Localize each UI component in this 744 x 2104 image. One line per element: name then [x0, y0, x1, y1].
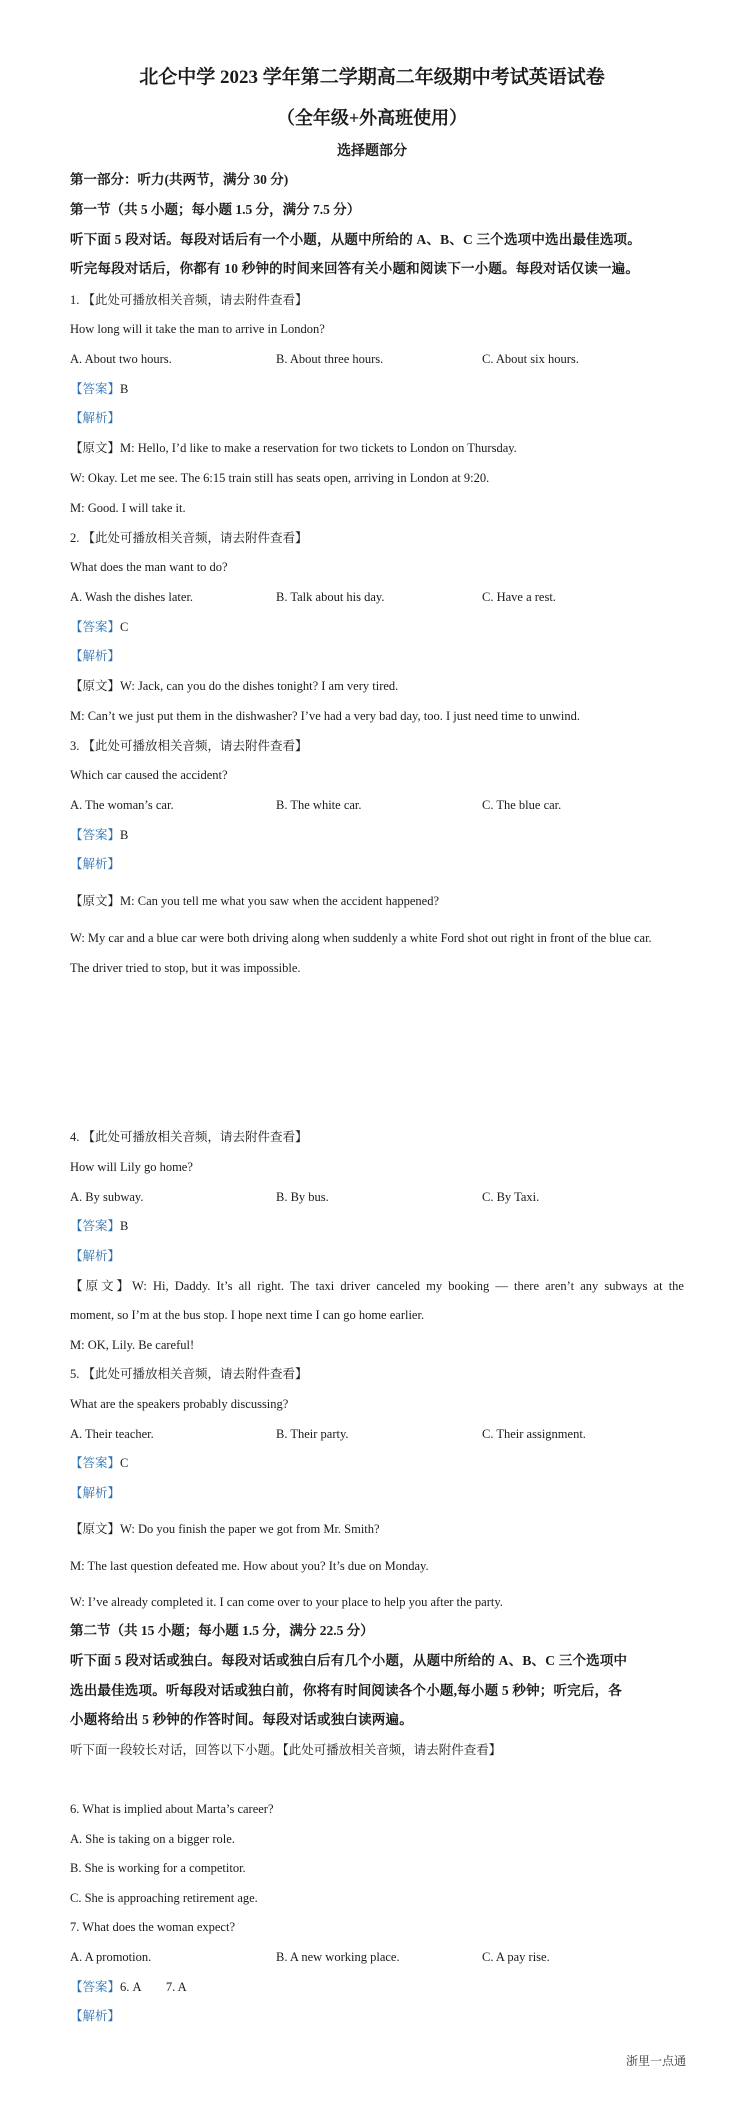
answer-value: C [120, 1456, 129, 1470]
section1-instruction-line1: 听下面 5 段对话。每段对话后有一个小题，从题中所给的 A、B、C 三个选项中选出最佳选项。 [70, 232, 641, 247]
q3-transcript-line1 [70, 893, 439, 909]
q7-option-c: C. A pay rise. [482, 1950, 550, 1964]
q6-option-c: C. She is approaching retirement age. [70, 1891, 258, 1905]
answer-tag: 【答案】 [70, 382, 121, 396]
q4-option-b: B. By bus. [276, 1190, 329, 1204]
section2-instruction-line3: 小题将给出 5 秒钟的作答时间。每段对话或独白读两遍。 [70, 1712, 413, 1727]
q4-transcript-line1 [70, 1278, 684, 1294]
page-title: 北仑中学 2023 学年第二学期高二年级期中考试英语试卷 [139, 67, 605, 88]
q6-q7-answer [70, 1979, 187, 1995]
q1-option-b: B. About three hours. [276, 352, 384, 366]
q5-transcript-line3: W: I’ve already completed it. I can come over to your place to help you after the party. [70, 1595, 503, 1609]
q6-question: 6. What is implied about Marta’s career? [70, 1802, 274, 1816]
q4-analysis-tag: 【解析】 [70, 1249, 121, 1263]
q5-transcript-line1 [70, 1521, 380, 1537]
transcript-text: M: Hello, I’d like to make a reservation for two tickets to London on Thursday. [120, 441, 517, 455]
answer-tag: 【答案】 [70, 828, 121, 842]
transcript-text: M: Can you tell me what you saw when the accident happened? [120, 894, 440, 908]
q2-question: What does the man want to do? [70, 560, 228, 574]
q5-answer [70, 1455, 128, 1471]
q5-question: What are the speakers probably discussing? [70, 1397, 289, 1411]
transcript-text: W: Hi, Daddy. It’s all right. The taxi driver canceled my booking — there aren’t any subways at the [132, 1279, 684, 1293]
transcript-text: W: Jack, can you do the dishes tonight? I am very tired. [120, 679, 399, 693]
q1-option-a: A. About two hours. [70, 352, 172, 366]
q2-option-c: C. Have a rest. [482, 590, 556, 604]
q5-transcript-line2: M: The last question defeated me. How about you? It’s due on Monday. [70, 1559, 429, 1573]
page-subtitle: （全年级+外高班使用） [276, 108, 468, 128]
q6-option-b: B. She is working for a competitor. [70, 1861, 246, 1875]
q1-answer [70, 381, 128, 397]
part1-heading: 第一部分：听力(共两节，满分 30 分) [70, 172, 289, 187]
section-label: 选择题部分 [337, 144, 407, 159]
q7-option-b: B. A new working place. [276, 1950, 400, 1964]
q5-option-a: A. Their teacher. [70, 1427, 154, 1441]
q4-audio-link[interactable]: 4. 【此处可播放相关音频，请去附件查看】 [70, 1130, 308, 1144]
q4-transcript-line3: M: OK, Lily. Be careful! [70, 1338, 195, 1352]
answer-tag: 【答案】 [70, 1219, 121, 1233]
q2-transcript-line2: M: Can’t we just put them in the dishwasher? I’ve had a very bad day, too. I just need time to unwind. [70, 709, 580, 723]
q6-q7-analysis-tag: 【解析】 [70, 2009, 121, 2023]
transcript-text: W: Do you finish the paper we got from Mr. Smith? [120, 1522, 380, 1536]
section2-instruction-line1: 听下面 5 段对话或独白。每段对话或独白后有几个小题，从题中所给的 A、B、C 三个选项中 [70, 1653, 628, 1668]
q7-option-a: A. A promotion. [70, 1950, 152, 1964]
transcript-tag: 【原文】 [70, 1522, 121, 1536]
transcript-tag: 【原文】 [70, 894, 121, 908]
answer-value: 6. A 7. A [120, 1980, 187, 1994]
q6-option-a: A. She is taking on a bigger role. [70, 1832, 235, 1846]
q1-option-c: C. About six hours. [482, 352, 579, 366]
section1-heading: 第一节（共 5 小题；每小题 1.5 分，满分 7.5 分） [70, 202, 361, 217]
q3-transcript-line2: W: My car and a blue car were both driving along when suddenly a white Ford shot out right in front of the blue car. [70, 931, 652, 945]
q1-transcript-line2: W: Okay. Let me see. The 6:15 train still has seats open, arriving in London at 9:20. [70, 471, 490, 485]
q3-analysis-tag: 【解析】 [70, 857, 121, 871]
q3-audio-link[interactable]: 3. 【此处可播放相关音频，请去附件查看】 [70, 739, 308, 753]
q3-option-a: A. The woman’s car. [70, 798, 174, 812]
q7-question: 7. What does the woman expect? [70, 1920, 235, 1934]
answer-value: B [120, 828, 129, 842]
q5-option-b: B. Their party. [276, 1427, 349, 1441]
section1-instruction-line2: 听完每段对话后，你都有 10 秒钟的时间来回答有关小题和阅读下一小题。每段对话仅读一遍。 [70, 261, 640, 276]
q1-audio-link[interactable]: 1. 【此处可播放相关音频，请去附件查看】 [70, 293, 308, 307]
answer-value: B [120, 1219, 129, 1233]
q1-transcript-line1 [70, 440, 517, 456]
q3-transcript-line3: The driver tried to stop, but it was impossible. [70, 961, 301, 975]
section2-listen-note[interactable]: 听下面一段较长对话，回答以下小题。【此处可播放相关音频，请去附件查看】 [70, 1743, 502, 1757]
q1-analysis-tag: 【解析】 [70, 411, 121, 425]
transcript-tag: 【原文】 [70, 441, 121, 455]
q4-answer [70, 1218, 128, 1234]
q5-option-c: C. Their assignment. [482, 1427, 586, 1441]
answer-tag: 【答案】 [70, 620, 121, 634]
q2-analysis-tag: 【解析】 [70, 649, 121, 663]
q3-question: Which car caused the accident? [70, 768, 228, 782]
q2-answer [70, 619, 128, 635]
q4-option-c: C. By Taxi. [482, 1190, 540, 1204]
q4-transcript-line2: moment, so I’m at the bus stop. I hope next time I can go home earlier. [70, 1308, 425, 1322]
q3-option-b: B. The white car. [276, 798, 362, 812]
q2-transcript-line1 [70, 678, 398, 694]
answer-value: B [120, 382, 129, 396]
q2-audio-link[interactable]: 2. 【此处可播放相关音频，请去附件查看】 [70, 531, 308, 545]
q2-option-a: A. Wash the dishes later. [70, 590, 194, 604]
q5-audio-link[interactable]: 5. 【此处可播放相关音频，请去附件查看】 [70, 1367, 308, 1381]
q4-question: How will Lily go home? [70, 1160, 193, 1174]
q4-option-a: A. By subway. [70, 1190, 144, 1204]
answer-value: C [120, 620, 129, 634]
section2-heading: 第二节（共 15 小题；每小题 1.5 分，满分 22.5 分） [70, 1623, 374, 1638]
answer-tag: 【答案】 [70, 1980, 121, 1994]
q5-analysis-tag: 【解析】 [70, 1486, 121, 1500]
q3-answer [70, 827, 128, 843]
answer-tag: 【答案】 [70, 1456, 121, 1470]
transcript-tag: 【原文】 [70, 1279, 133, 1293]
q1-transcript-line3: M: Good. I will take it. [70, 501, 186, 515]
transcript-tag: 【原文】 [70, 679, 121, 693]
q1-question: How long will it take the man to arrive in London? [70, 322, 325, 336]
section2-instruction-line2: 选出最佳选项。听每段对话或独白前，你将有时间阅读各个小题,每小题 5 秒钟；听完后，各 [70, 1683, 622, 1698]
q2-option-b: B. Talk about his day. [276, 590, 385, 604]
footer-brand: 浙里一点通 [625, 2054, 686, 2068]
q3-option-c: C. The blue car. [482, 798, 562, 812]
